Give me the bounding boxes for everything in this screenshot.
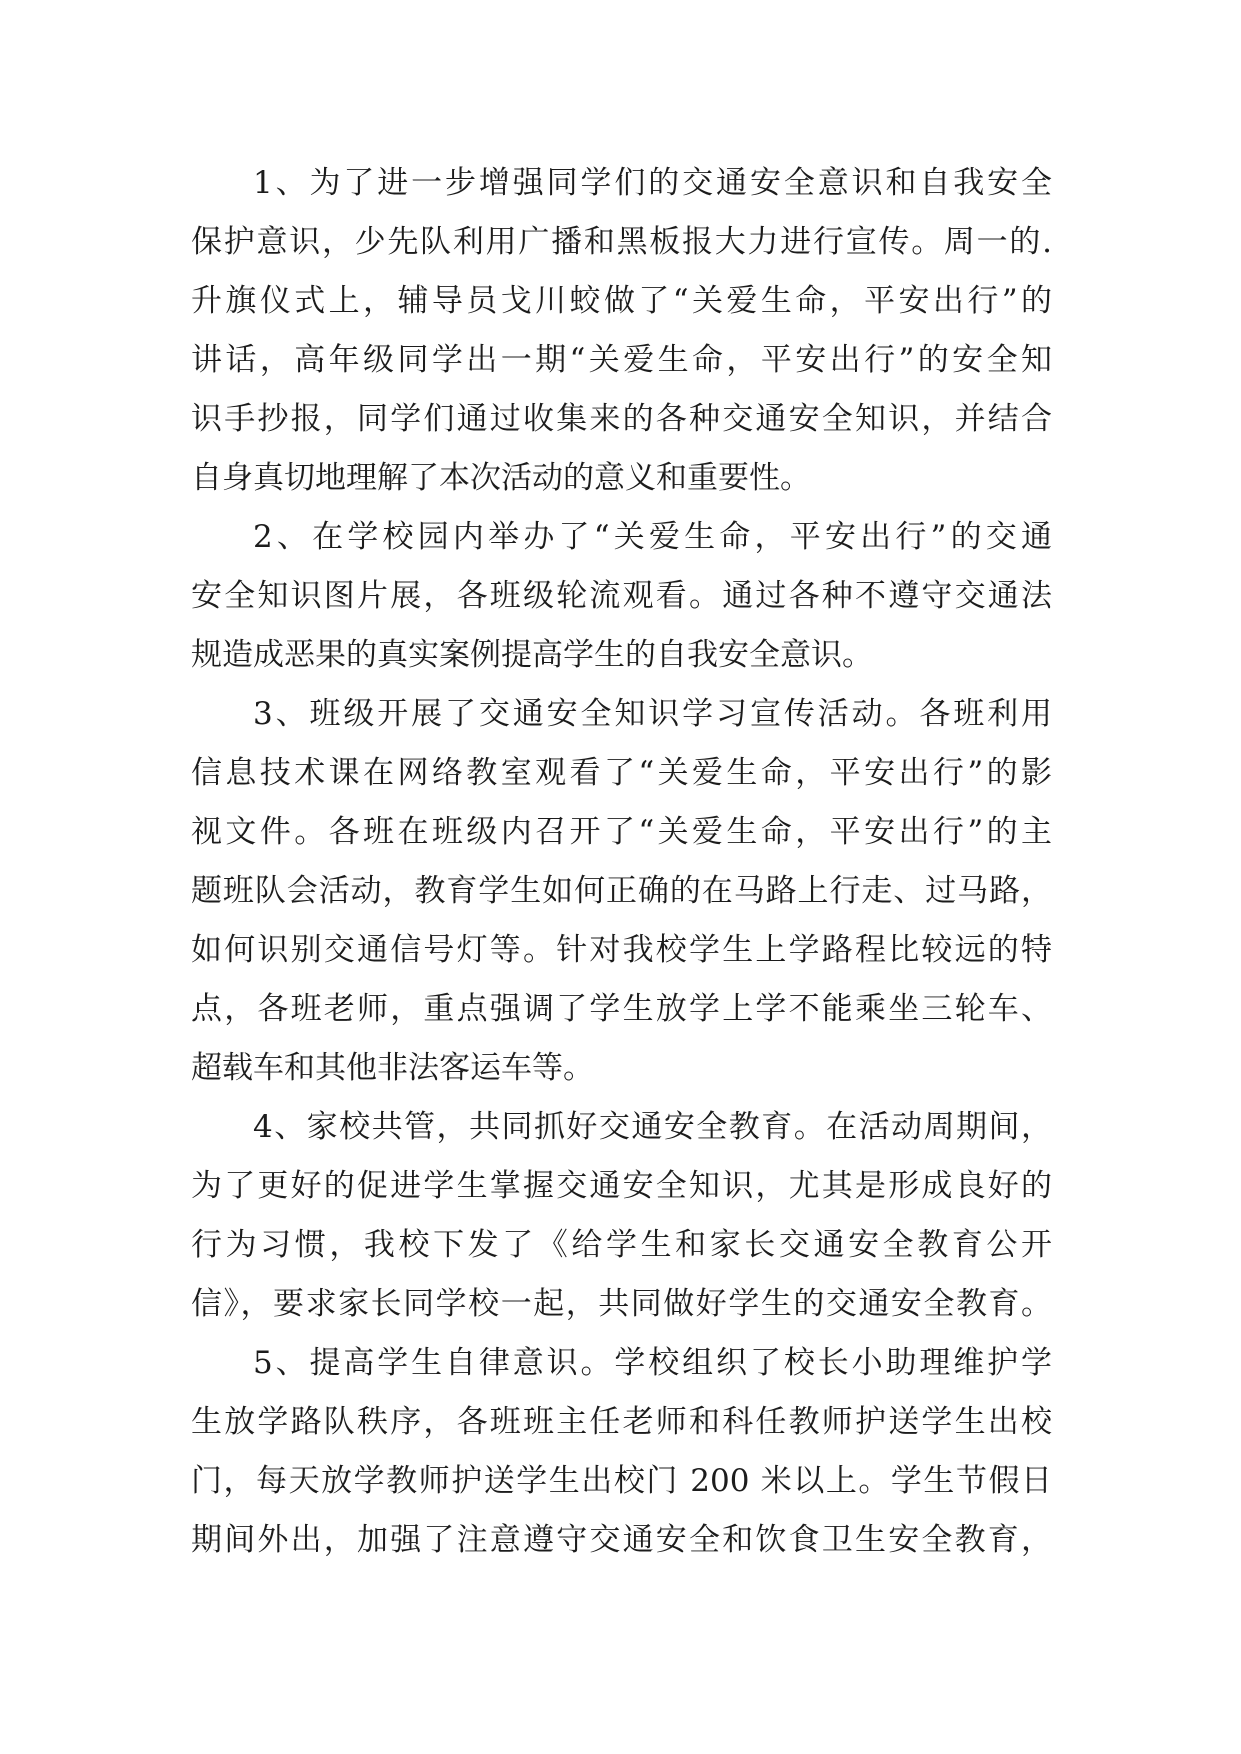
text-line: 安全知识图片展，各班级轮流观看。通过各种不遵守交通法	[191, 578, 1052, 614]
text-line: 视文件。各班在班级内召开了“关爱生命，平安出行”的主	[191, 814, 1052, 850]
paragraph-4	[191, 1098, 1052, 1334]
text-line: 期间外出，加强了注意遵守交通安全和饮食卫生安全教育，	[191, 1522, 1052, 1558]
text-line: 识手抄报，同学们通过收集来的各种交通安全知识，并结合	[191, 401, 1052, 437]
text-line: 为了更好的促进学生掌握交通安全知识，尤其是形成良好的	[191, 1168, 1052, 1204]
text-line: 升旗仪式上，辅导员戈川蛟做了“关爱生命，平安出行”的	[191, 283, 1052, 319]
text-line: 行为习惯，我校下发了《给学生和家长交通安全教育公开	[191, 1227, 1052, 1263]
text-line: 信息技术课在网络教室观看了“关爱生命，平安出行”的影	[191, 755, 1052, 791]
text-line: 生放学路队秩序，各班班主任老师和科任教师护送学生出校	[191, 1404, 1052, 1440]
text-line: 2、在学校园内举办了“关爱生命，平安出行”的交通	[253, 519, 1052, 555]
text-line: 讲话，高年级同学出一期“关爱生命，平安出行”的安全知	[191, 342, 1052, 378]
paragraph-3	[191, 685, 1052, 1098]
text-line: 如何识别交通信号灯等。针对我校学生上学路程比较远的特	[191, 932, 1052, 968]
text-line: 3、班级开展了交通安全知识学习宣传活动。各班利用	[253, 696, 1052, 732]
text-line: 门，每天放学教师护送学生出校门 200 米以上。学生节假日	[191, 1463, 1052, 1499]
text-line: 1、为了进一步增强同学们的交通安全意识和自我安全	[253, 165, 1052, 201]
document-body	[191, 154, 1052, 1570]
text-line: 规造成恶果的真实案例提高学生的自我安全意识。	[191, 637, 873, 673]
text-line: 保护意识，少先队利用广播和黑板报大力进行宣传。周一的.	[191, 224, 1052, 260]
text-line: 信》，要求家长同学校一起，共同做好学生的交通安全教育。	[191, 1286, 1052, 1322]
paragraph-2	[191, 508, 1052, 685]
text-line: 自身真切地理解了本次活动的意义和重要性。	[191, 460, 811, 496]
paragraph-1	[191, 154, 1052, 508]
text-line: 超载车和其他非法客运车等。	[191, 1050, 594, 1086]
text-line: 题班队会活动，教育学生如何正确的在马路上行走、过马路，	[191, 873, 1052, 909]
text-line: 5、提高学生自律意识。学校组织了校长小助理维护学	[253, 1345, 1052, 1381]
text-line: 点，各班老师，重点强调了学生放学上学不能乘坐三轮车、	[191, 991, 1052, 1027]
paragraph-5	[191, 1334, 1052, 1570]
text-line: 4、家校共管，共同抓好交通安全教育。在活动周期间，	[253, 1109, 1052, 1145]
